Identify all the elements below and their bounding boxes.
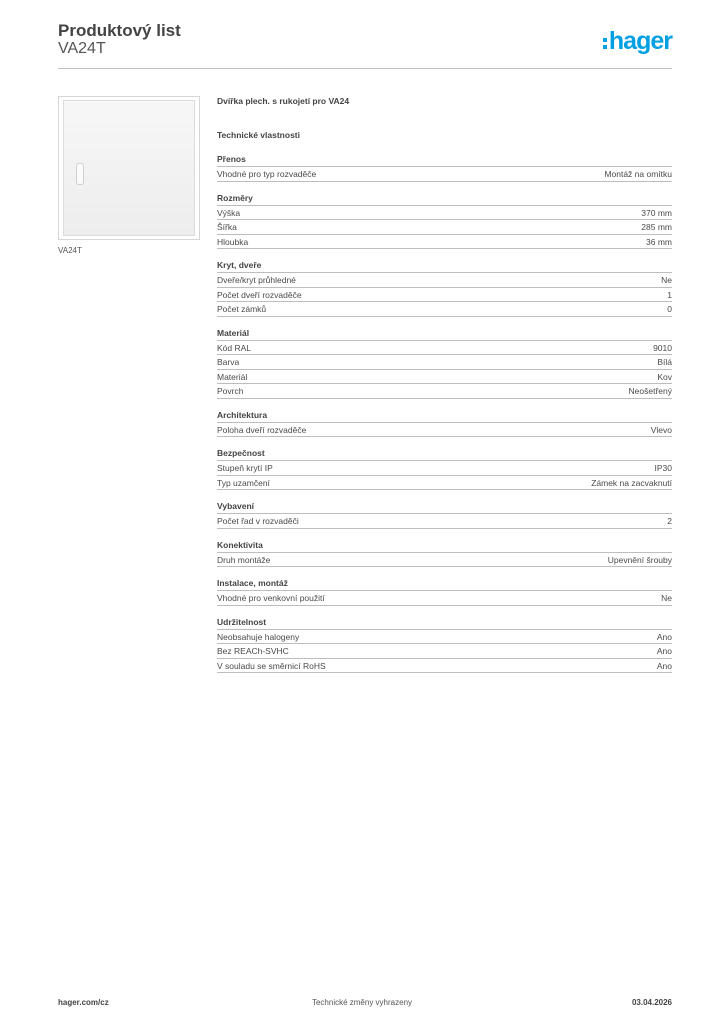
spec-value: 285 mm: [641, 222, 672, 232]
spec-value: Kov: [657, 371, 672, 382]
section-title: Přenos: [217, 154, 246, 164]
spec-value: Bílá: [657, 357, 672, 367]
section-rows: [217, 552, 672, 568]
spec-section: [217, 539, 672, 568]
section-rows: [217, 513, 672, 529]
spec-value: IP30: [654, 463, 672, 473]
spec-value: Ano: [656, 646, 672, 656]
spec-label: Vhodné pro venkovní použití: [217, 593, 325, 603]
spec-row: [217, 354, 672, 369]
spec-section: [217, 327, 672, 399]
spec-row: [217, 340, 672, 355]
spec-section: [217, 192, 672, 250]
spec-row: [217, 287, 672, 302]
section-rows: [217, 629, 672, 674]
section-rows: [217, 460, 672, 490]
section-title: Vybavení: [217, 501, 255, 511]
spec-row: [217, 552, 672, 568]
spec-row: [217, 369, 672, 384]
spec-value: Ne: [661, 593, 672, 603]
spec-row: [217, 629, 672, 644]
page-title: Produktový list: [58, 21, 181, 40]
spec-label: Kód RAL: [217, 342, 252, 353]
spec-label: Poloha dveří rozvaděče: [217, 424, 307, 435]
section-title: Kryt, dveře: [217, 260, 262, 270]
door-handle-icon: [76, 163, 84, 185]
spec-label: Počet dveří rozvaděče: [217, 289, 302, 300]
door-panel-icon: [63, 100, 195, 236]
spec-section: [217, 616, 672, 674]
spec-value: 370 mm: [641, 207, 672, 218]
spec-label: Typ uzamčení: [217, 477, 270, 488]
section-title: Rozměry: [217, 192, 253, 203]
section-title: Bezpečnost: [217, 448, 265, 458]
section-title: Konektivita: [217, 539, 263, 550]
spec-value: 1: [667, 289, 672, 300]
spec-row: [217, 205, 672, 220]
spec-value: Ano: [656, 660, 672, 671]
section-title: Architektura: [217, 409, 268, 420]
spec-label: Dveře/kryt průhledné: [217, 275, 296, 285]
section-title: Instalace, montáž: [217, 578, 288, 588]
spec-label: Stupeň krytí IP: [217, 463, 273, 473]
spec-row: [217, 658, 672, 674]
spec-label: Vhodné pro typ rozvaděče: [217, 169, 317, 179]
spec-row: [217, 460, 672, 475]
spec-sections: [217, 153, 672, 673]
spec-label: V souladu se směrnicí RoHS: [217, 660, 326, 671]
spec-label: Materiál: [217, 371, 248, 382]
spec-row: [217, 219, 672, 234]
footer-website: hager.com/cz: [58, 998, 109, 1007]
spec-row: [217, 383, 672, 399]
product-image: [58, 96, 200, 240]
tech-properties-title: Technické vlastnosti: [217, 130, 300, 140]
spec-value: Zámek na zacvaknutí: [591, 477, 672, 488]
section-rows: [217, 590, 672, 606]
footer-date: 03.04.2026: [631, 998, 672, 1007]
product-specs: [217, 96, 672, 673]
spec-row: [217, 422, 672, 438]
footer-notice: Technické změny vyhrazeny: [311, 998, 413, 1007]
spec-value: Ne: [661, 275, 672, 285]
product-code: VA24T: [58, 40, 106, 57]
spec-row: [217, 475, 672, 491]
section-rows: [217, 340, 672, 399]
spec-row: [217, 272, 672, 287]
spec-value: 9010: [653, 342, 672, 353]
spec-section: [217, 500, 672, 529]
header-divider: [58, 68, 672, 69]
spec-row: [217, 234, 672, 250]
spec-value: 0: [667, 304, 672, 314]
product-description: Dvířka plech. s rukojetí pro VA24: [217, 96, 350, 106]
spec-row: [217, 513, 672, 529]
section-rows: [217, 272, 672, 317]
spec-value: Montáž na omítku: [604, 169, 672, 179]
spec-row: [217, 301, 672, 317]
spec-section: [217, 259, 672, 317]
spec-label: Šířka: [217, 222, 237, 232]
section-rows: [217, 422, 672, 438]
spec-value: Ano: [656, 631, 672, 642]
spec-section: [217, 577, 672, 606]
spec-label: Povrch: [217, 386, 244, 396]
section-title: Materiál: [217, 327, 250, 338]
spec-value: Neošetřený: [628, 386, 672, 396]
spec-section: [217, 153, 672, 182]
section-title: Udržitelnost: [217, 616, 267, 627]
spec-section: [217, 409, 672, 438]
spec-label: Barva: [217, 357, 240, 367]
spec-label: Druh montáže: [217, 554, 271, 565]
spec-label: Bez REACh-SVHC: [217, 646, 289, 656]
spec-label: Výška: [217, 207, 241, 218]
spec-value: Vlevo: [650, 424, 672, 435]
section-rows: [217, 166, 672, 182]
spec-value: Upevnění šrouby: [607, 554, 672, 565]
spec-row: [217, 643, 672, 658]
logo-dots-icon: [603, 38, 607, 49]
section-rows: [217, 205, 672, 250]
image-caption: VA24T: [58, 246, 82, 255]
spec-row: [217, 166, 672, 182]
spec-value: 36 mm: [646, 236, 672, 247]
spec-section: [217, 447, 672, 490]
spec-label: Neobsahuje halogeny: [217, 631, 300, 642]
hager-logo: [603, 28, 672, 54]
spec-row: [217, 590, 672, 606]
spec-label: Počet řad v rozvaděči: [217, 516, 299, 526]
spec-label: Počet zámků: [217, 304, 267, 314]
spec-label: Hloubka: [217, 236, 249, 247]
logo-wordmark: hager: [608, 27, 672, 55]
spec-value: 2: [667, 516, 672, 526]
